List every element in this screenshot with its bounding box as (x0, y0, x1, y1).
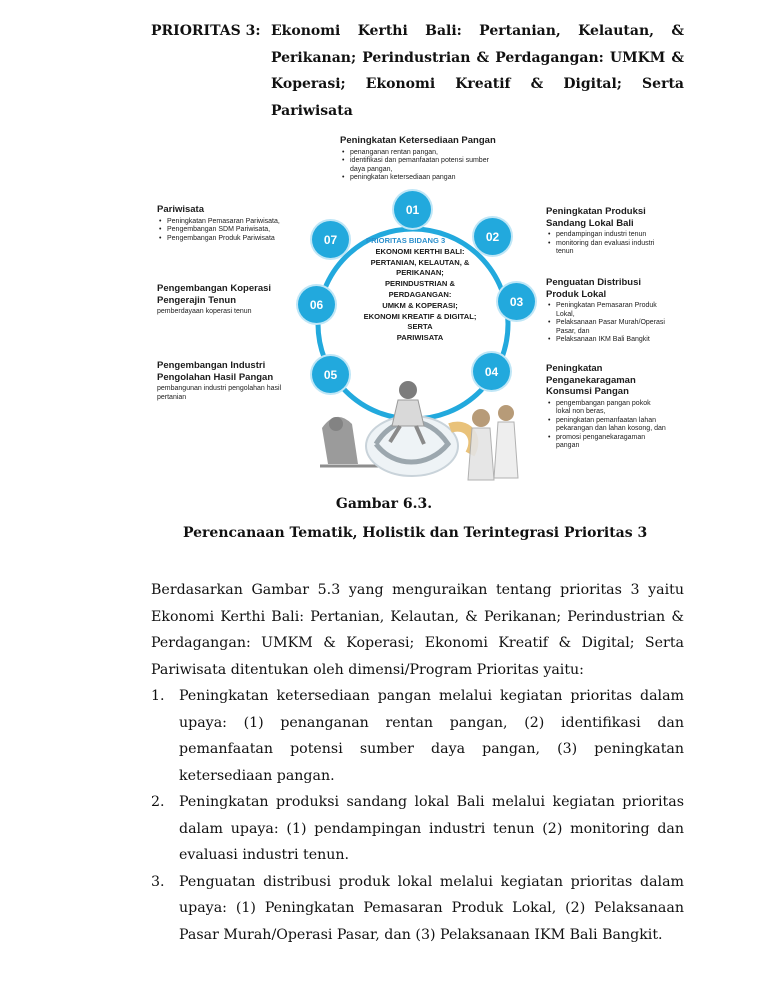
block-03 (546, 277, 676, 345)
list-number: 3. (151, 873, 165, 890)
block-item: • Peningkatan Pemasaran Pariwisata, (167, 218, 307, 227)
figure-caption-visible: Perencanaan Tematik, Holistik dan Terintegrasi Prioritas 3 (183, 525, 648, 541)
center-line: SERTA (407, 322, 433, 332)
diagram-center-text (350, 236, 490, 344)
list-text: Penguatan distribusi produk lokal melalui kegiatan prioritas dalam upaya: (1) Peningkatan Pemasaran Produk Lokal, (2) Pelaksanaan Pasar Murah/Operasi Pasar, dan (3) Pelaksanaan IKM Bali Bangkit. (179, 873, 684, 943)
center-line: EKONOMI KREATIF & DIGITAL; (363, 311, 477, 321)
node-03: 03 (498, 283, 535, 320)
priority-title: Ekonomi Kerthi Bali: Pertanian, Kelautan, & Perikanan; Perindustrian & Perdagangan: UMKM & Koperasi; Ekonomi Kreatif & Digital; Serta Pariwisata (271, 23, 684, 119)
block-item: • pendampingan industri tenun (556, 231, 676, 240)
block-item: • monitoring dan evaluasi industri tenun (556, 240, 671, 257)
block-title: Peningkatan Ketersediaan Pangan (340, 135, 496, 146)
priority-program-list (151, 683, 684, 948)
block-06 (157, 283, 297, 317)
center-line: PERINDUSTRIAN & (384, 279, 456, 289)
list-number: 1. (151, 688, 165, 704)
node-05: 05 (312, 356, 349, 393)
list-item (151, 869, 684, 949)
block-04 (546, 363, 676, 451)
block-item: • Pengembangan SDM Pariwisata, (167, 226, 307, 235)
block-item: • identifikasi dan pemanfaatan potensi sumber daya pangan, (350, 157, 500, 174)
block-item: • promosi penganekaragaman pangan (556, 434, 656, 451)
block-title: Pengembangan Industri Pengolahan Hasil Pangan (157, 360, 274, 383)
center-line: EKONOMI KERTHI BALI: (375, 246, 465, 256)
priority-label: PRIORITAS 3: (151, 23, 261, 39)
body-paragraph: Berdasarkan Gambar 5.3 yang menguraikan tentang prioritas 3 yaitu Ekonomi Kerthi Bali: Pertanian, Kelautan, & Perikanan; Perindustrian & Perdagangan: UMKM & Koperasi; Ekonomi Kreatif & Digital; Serta Pariwisata ditentukan oleh dimensi/Program Prioritas yaitu: (151, 582, 684, 678)
block-title: Penguatan Distribusi Produk Lokal (546, 277, 642, 300)
block-item: • Pengembangan Produk Pariwisata (167, 235, 307, 244)
center-line: PERDAGANGAN: (388, 289, 452, 299)
block-title: Pengembangan Koperasi Pengerajin Tenun (157, 283, 272, 306)
block-item: • Pelaksanaan Pasar Murah/Operasi Pasar, dan (556, 319, 676, 336)
block-title: Peningkatan Penganekaragaman Konsumsi Pangan (546, 363, 636, 397)
block-text: pemberdayaan koperasi tenun (157, 308, 252, 315)
block-item: • Peningkatan Pemasaran Produk Lokal, (556, 302, 666, 319)
block-02 (546, 206, 676, 257)
node-07: 07 (312, 221, 349, 258)
block-07 (157, 204, 307, 243)
center-line: PERTANIAN, KELAUTAN, & (370, 257, 470, 267)
illustration-women-standing (468, 405, 518, 480)
node-06: 06 (298, 286, 335, 323)
block-item: • pengembangan pangan pokok lokal non beras, (556, 400, 661, 417)
block-title: Peningkatan Produksi Sandang Lokal Bali (546, 206, 646, 229)
node-01: 01 (394, 191, 431, 228)
list-text: Peningkatan ketersediaan pangan melalui kegiatan prioritas dalam upaya: (1) penanganan rentan pangan, (2) identifikasi dan pemanfaatan potensi sumber daya pangan, (3) peningkatan ketersediaan pangan. (179, 688, 684, 784)
center-line: PERIKANAN; (396, 268, 444, 278)
block-item: • Pelaksanaan IKM Bali Bangkit (556, 336, 676, 345)
center-title: PRIORITAS BIDANG 3 (366, 236, 446, 245)
center-line: PARIWISATA (396, 333, 444, 343)
block-01 (340, 135, 510, 183)
block-item: • peningkatan pemanfaatan lahan pekarangan dan lahan kosong, dan (556, 417, 671, 434)
block-title: Pariwisata (157, 204, 204, 215)
node-02: 02 (474, 218, 511, 255)
priority-diagram (150, 128, 690, 498)
block-item: • peningkatan ketersediaan pangan (350, 174, 510, 183)
figure-number: Gambar 6.3. (335, 496, 433, 512)
list-item (151, 683, 684, 789)
block-05 (157, 360, 307, 402)
list-number: 2. (151, 794, 165, 810)
node-04: 04 (473, 353, 510, 390)
block-text: pembangunan industri pengolahan hasil pertanian (157, 385, 282, 401)
block-item: • penanganan rentan pangan, (350, 149, 510, 158)
center-line: UMKM & KOPERASI; (382, 300, 458, 310)
list-item (151, 789, 684, 869)
list-text: Peningkatan produksi sandang lokal Bali melalui kegiatan prioritas dalam upaya: (1) pendampingan industri tenun (2) monitoring dan evaluasi industri tenun. (179, 794, 684, 863)
